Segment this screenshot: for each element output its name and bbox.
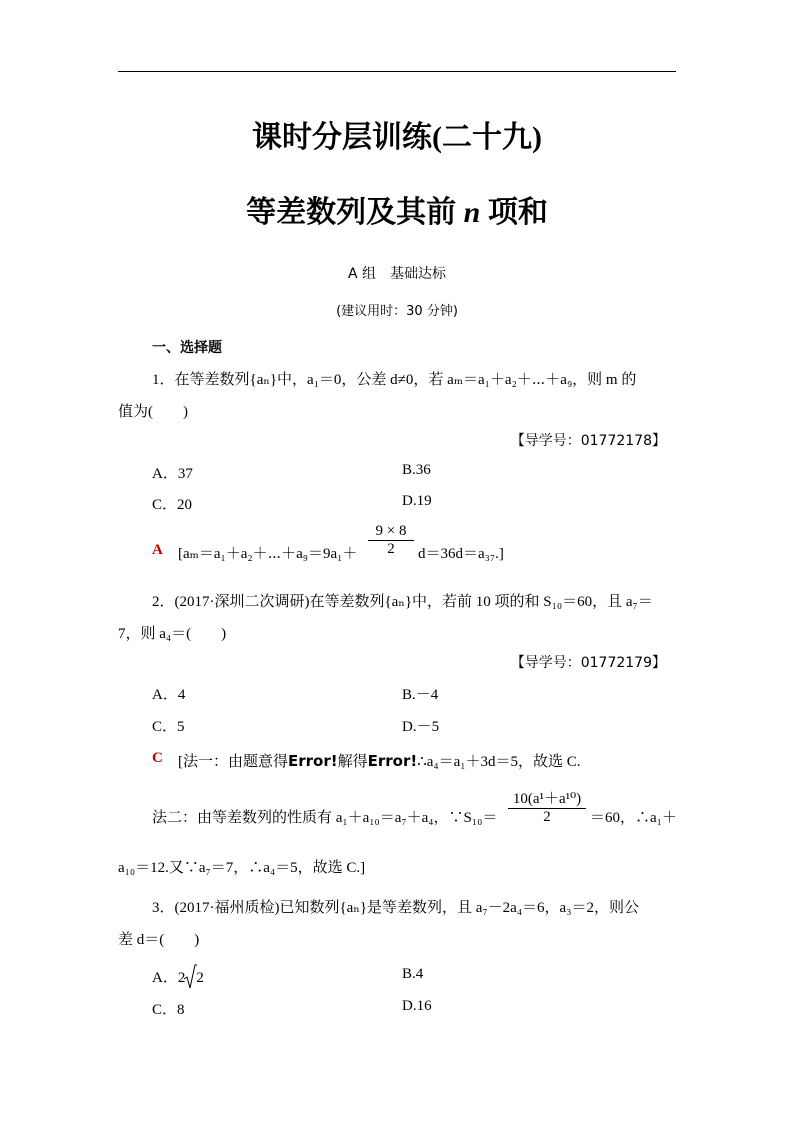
q1-option-d: D.19 — [402, 493, 432, 509]
q3-option-a-label: A．2 — [152, 970, 186, 986]
q1-option-a: A．37 — [152, 466, 193, 482]
q2-answer-fraction — [508, 787, 586, 826]
q2-error-1: Error! — [288, 752, 338, 770]
subtitle-tail: 项和 — [487, 196, 548, 229]
radical-sign-icon — [183, 964, 197, 990]
q2-error-2: Error! — [367, 752, 418, 770]
q2-answer-part-c: ∴a₄＝a₁＋3d＝5，故选 C. — [417, 754, 581, 770]
q2-stem-line1: 2．(2017·深圳二次调研)在等差数列{aₙ}中，若前 10 项的和 S₁₀＝60，且 a₇＝ — [152, 594, 653, 610]
q3-option-a-radicand: 2 — [196, 970, 204, 986]
q2-answer-letter: C — [152, 750, 163, 766]
header-rule — [118, 71, 676, 72]
q2-option-b: B.－4 — [402, 687, 439, 703]
q2-answer-part-b: 解得 — [337, 754, 368, 770]
q2-option-d: D.－5 — [402, 719, 440, 735]
q1-answer-text: [aₘ＝a₁＋a₂＋⋯＋a₉＝9a₁＋ — [178, 546, 358, 562]
q3-stem-line2: 差 d＝( ) — [118, 932, 200, 948]
q2-answer-line3: a₁₀＝12.又∵a₇＝7，∴a₄＝5，故选 C.] — [118, 860, 366, 876]
q2-guide-number: 【导学号：01772179】 — [510, 655, 666, 671]
q1-fraction-denominator: 2 — [387, 541, 395, 557]
q2-answer-line2-tail: ＝60，∴a₁＋ — [590, 810, 677, 826]
q3-stem-line1: 3．(2017·福州质检)已知数列{aₙ}是等差数列，且 a₇－2a₄＝6，a₃＝2，则公 — [152, 900, 639, 916]
q1-option-c: C．20 — [152, 497, 193, 513]
q2-fraction-numerator: 10(a¹＋a¹⁰) — [512, 791, 582, 807]
q3-option-b: B.4 — [402, 966, 424, 982]
q1-stem-line1: 1．在等差数列{aₙ}中，a₁＝0，公差 d≠0，若 aₘ＝a₁＋a₂＋⋯＋a₉，则 m 的 — [152, 372, 637, 388]
q2-option-c: C．5 — [152, 719, 185, 735]
q2-answer-line2: 法二：由等差数列的性质有 a₁＋a₁₀＝a₇＋a₄，∵S₁₀＝ — [152, 810, 498, 826]
q3-option-c: C．8 — [152, 1002, 185, 1018]
q2-answer-part-a: [法一：由题意得 — [178, 754, 288, 770]
suggested-time: (建议用时：30 分钟) — [336, 304, 458, 319]
q1-stem-line2: 值为( ) — [118, 404, 188, 420]
sqrt-symbol-icon — [185, 970, 204, 987]
subtitle-text: 等差数列及其前 — [246, 196, 457, 229]
q1-answer-letter: A — [152, 542, 163, 558]
q2-stem-line2: 7，则 a₄＝( ) — [118, 626, 227, 642]
q2-option-a: A．4 — [152, 687, 186, 703]
page-title: 课时分层训练(二十九) — [252, 121, 542, 154]
q3-option-d: D.16 — [402, 998, 432, 1014]
subtitle-variable: n — [463, 196, 481, 229]
q2-answer-line1 — [178, 750, 581, 771]
q3-option-a — [152, 966, 204, 987]
q1-answer-tail: d＝36d＝a₃₇.] — [418, 546, 504, 562]
section-title: 一、选择题 — [152, 340, 222, 356]
group-label: A 组 基础达标 — [347, 266, 447, 282]
q1-option-b: B.36 — [402, 462, 431, 478]
q2-fraction-denominator: 2 — [543, 809, 551, 825]
q1-fraction-numerator: 9 × 8 — [375, 523, 407, 539]
q1-guide-number: 【导学号：01772178】 — [510, 433, 666, 449]
q1-answer-fraction — [368, 523, 414, 558]
page-subtitle — [0, 187, 794, 231]
